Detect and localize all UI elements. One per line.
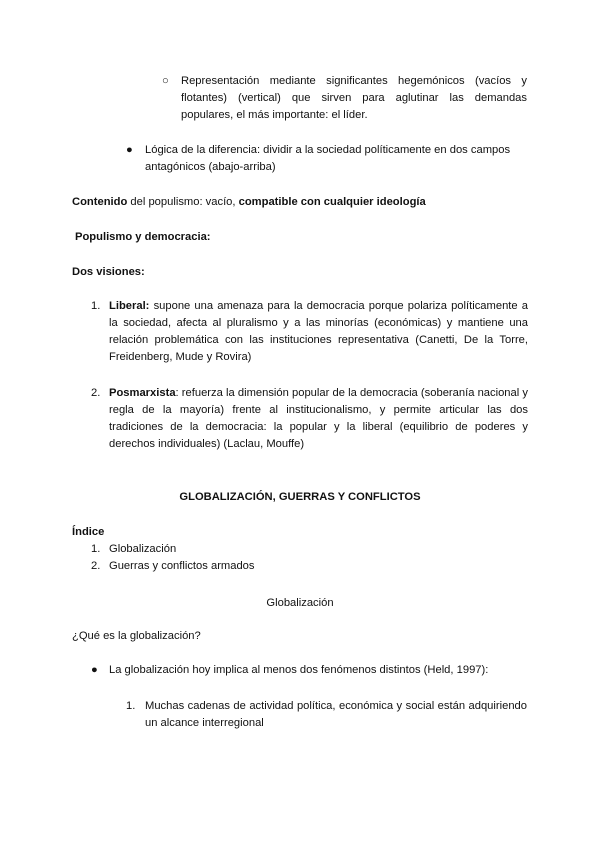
contenido-text: del populismo: vacío, — [127, 196, 239, 208]
list-number: 1. — [91, 543, 101, 555]
vision-liberal — [109, 298, 528, 366]
indice-item: Globalización — [109, 543, 177, 555]
section-title: GLOBALIZACIÓN, GUERRAS Y CONFLICTOS — [179, 491, 421, 503]
indice-item: Guerras y conflictos armados — [109, 560, 255, 572]
list-number: 2. — [91, 560, 101, 572]
list-number: 2. — [91, 387, 101, 399]
contenido-bold: Contenido — [72, 196, 128, 208]
vision-term: Liberal: — [109, 300, 150, 312]
sub-bullet-text: Representación mediante significantes hegemónicos (vacíos y flotantes) (vertical) que sirven para aglutinar las demandas populares, el más importante: el líder. — [181, 75, 527, 121]
subsection-title: Globalización — [266, 597, 334, 609]
vision-term: Posmarxista — [109, 387, 176, 399]
list-number: 1. — [126, 700, 136, 712]
populismo-heading: Populismo y democracia: — [75, 231, 211, 243]
question-text: ¿Qué es la globalización? — [72, 630, 201, 642]
contenido-bold-tail: compatible con cualquier ideología — [238, 196, 426, 208]
vision-text: : refuerza la dimensión popular de la democracia (soberanía nacional y regla de la mayoría) frente al institucionalismo, y permite articular las dos tradiciones de la democracia: la popular y la liberal (equilibrio de poderes y derechos individuales) (Laclau, Mouffe) — [109, 387, 528, 450]
hollow-bullet-icon: ○ — [162, 75, 169, 87]
bullet-icon: ● — [91, 664, 98, 676]
dos-visiones-heading: Dos visiones: — [72, 266, 145, 278]
vision-posmarxista — [109, 385, 528, 453]
bullet-diferencia-text: Lógica de la diferencia: dividir a la sociedad políticamente en dos campos antagónicos (abajo-arriba) — [145, 144, 511, 173]
indice-heading: Índice — [72, 526, 105, 538]
contenido-paragraph — [72, 194, 532, 211]
list-number: 1. — [91, 300, 101, 312]
bullet-icon: ● — [126, 144, 133, 156]
bullet-held-text: La globalización hoy implica al menos dos fenómenos distintos (Held, 1997): — [109, 664, 489, 676]
vision-text: supone una amenaza para la democracia porque polariza políticamente a la sociedad, afecta al pluralismo y a las minorías (económicas) y mantiene una relación problemática con las instituciones representativa (Canetti, De la Torre, Freidenberg, Mude y Rovira) — [109, 300, 528, 363]
held-item: Muchas cadenas de actividad política, económica y social están adquiriendo un alcance interregional — [145, 700, 527, 729]
